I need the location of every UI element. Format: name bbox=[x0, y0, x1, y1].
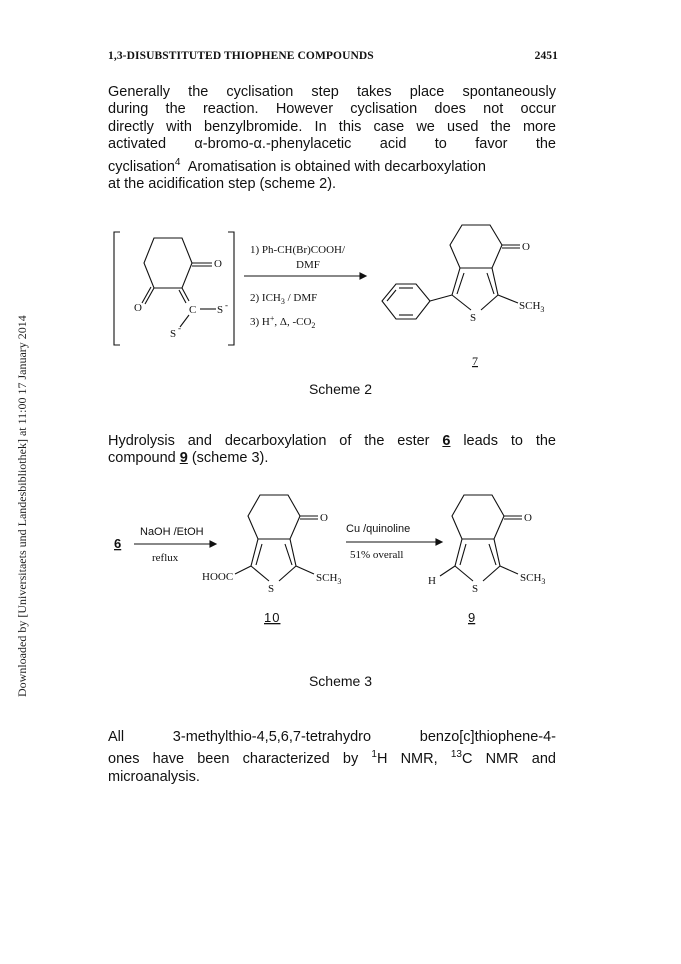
compound-number: 9 bbox=[179, 450, 188, 467]
paragraph-line: during the reaction. However cyclisation does not occur bbox=[108, 101, 556, 118]
running-head bbox=[108, 50, 558, 62]
page-number: 2451 bbox=[534, 50, 558, 62]
scheme3-mid-number: 10 bbox=[264, 610, 281, 625]
text-fragment: Aromatisation is obtained with decarboxylation bbox=[180, 158, 486, 175]
text-fragment: C NMR and bbox=[461, 751, 556, 768]
scheme2-reagent-1-solvent: DMF bbox=[296, 259, 320, 271]
text-fragment: leads to the bbox=[450, 433, 556, 449]
paragraph-line: activated α-bromo-α.-phenylacetic acid to favor the bbox=[108, 136, 556, 153]
scheme2-product-oxygen: O bbox=[522, 241, 530, 253]
paragraph-line: at the acidification step (scheme 2). bbox=[108, 175, 337, 192]
scheme2-product-sulfur: S bbox=[470, 312, 477, 324]
scheme2-minus-right: - bbox=[225, 300, 228, 310]
scheme2-carbonyl-oxygen: O bbox=[214, 258, 222, 270]
download-margin-note bbox=[0, 0, 29, 964]
scheme3-product-hydrogen: H bbox=[428, 575, 436, 587]
scheme2-sulfur-bottom: S bbox=[170, 328, 177, 340]
isotope-superscript: 1 bbox=[371, 749, 377, 761]
paragraph-line bbox=[108, 154, 556, 176]
isotope-superscript: 13 bbox=[450, 749, 462, 761]
download-note-text: Downloaded by [Universitaets und Landesbibliothek] at 11:00 17 January 2014 bbox=[15, 315, 29, 697]
scheme-2-caption: Scheme 2 bbox=[308, 381, 373, 397]
scheme-2-diagram bbox=[100, 215, 570, 375]
paragraph-line: Generally the cyclisation step takes place spontaneously bbox=[108, 84, 556, 100]
scheme3-product-sulfur: S bbox=[472, 583, 479, 595]
scheme3-step2-condition: 51% overall bbox=[350, 549, 404, 561]
paragraph-line: All 3-methylthio-4,5,6,7-tetrahydro benzo[c]thiophene-4- bbox=[108, 729, 556, 745]
scheme2-dithio-carbon: C bbox=[189, 304, 197, 316]
paragraph-cyclisation bbox=[108, 84, 556, 193]
text-fragment: (scheme 3). bbox=[187, 450, 269, 467]
text-fragment: Hydrolysis and decarboxylation of the ester bbox=[108, 433, 443, 449]
text-fragment: cyclisation bbox=[108, 158, 175, 175]
paragraph-line: directly with benzylbromide. In this case we used the more bbox=[108, 118, 556, 135]
paragraph-line: microanalysis. bbox=[108, 768, 200, 785]
paragraph-line bbox=[108, 746, 556, 768]
scheme-3-caption: Scheme 3 bbox=[308, 673, 373, 689]
scheme3-mid-sch3: $SCH_3$ bbox=[316, 572, 342, 586]
paragraph-line bbox=[108, 450, 556, 467]
scheme3-mid-hooc: HOOC bbox=[202, 571, 234, 583]
text-fragment: ones have been characterized by bbox=[108, 751, 372, 768]
scheme3-step1-reagent: NaOH /EtOH bbox=[140, 526, 204, 538]
scheme3-product-oxygen: O bbox=[524, 512, 532, 524]
paragraph-line bbox=[108, 433, 556, 450]
scheme-3-diagram bbox=[100, 488, 570, 633]
scheme3-step1-condition: reflux bbox=[152, 552, 179, 564]
text-fragment: compound bbox=[108, 450, 180, 467]
paragraph-characterization bbox=[108, 729, 556, 786]
scheme2-reagent-1: 1) Ph-CH(Br)COOH/ bbox=[250, 244, 346, 256]
reference-superscript: 4 bbox=[174, 156, 181, 168]
paragraph-hydrolysis bbox=[108, 433, 556, 468]
scheme2-enol-oxygen: O bbox=[134, 302, 142, 314]
scheme3-step2-reagent: Cu /quinoline bbox=[346, 523, 411, 535]
running-head-title: 1,3-DISUBSTITUTED THIOPHENE COMPOUNDS bbox=[108, 50, 374, 62]
scheme2-product-sch3: $SCH_3$ bbox=[519, 300, 545, 314]
ester-number: 6 bbox=[442, 433, 451, 449]
scheme3-mid-sulfur: S bbox=[268, 583, 275, 595]
scheme3-mid-oxygen: O bbox=[320, 512, 328, 524]
scheme3-product-number: 9 bbox=[468, 610, 476, 625]
scheme2-reagent-3: 3) H+, Δ, $-CO_2$ bbox=[250, 314, 316, 330]
scheme2-reagent-2: 2) $ICH_3$ / DMF bbox=[250, 292, 318, 306]
scheme2-minus-bottom: - bbox=[178, 323, 181, 333]
scheme2-compound-number: 7 bbox=[472, 354, 478, 368]
scheme3-start-number: 6 bbox=[114, 536, 122, 551]
scheme2-sulfur-right: S bbox=[217, 304, 224, 316]
scheme3-product-sch3: $SCH_3$ bbox=[520, 572, 546, 586]
text-fragment: H NMR, bbox=[376, 751, 451, 768]
